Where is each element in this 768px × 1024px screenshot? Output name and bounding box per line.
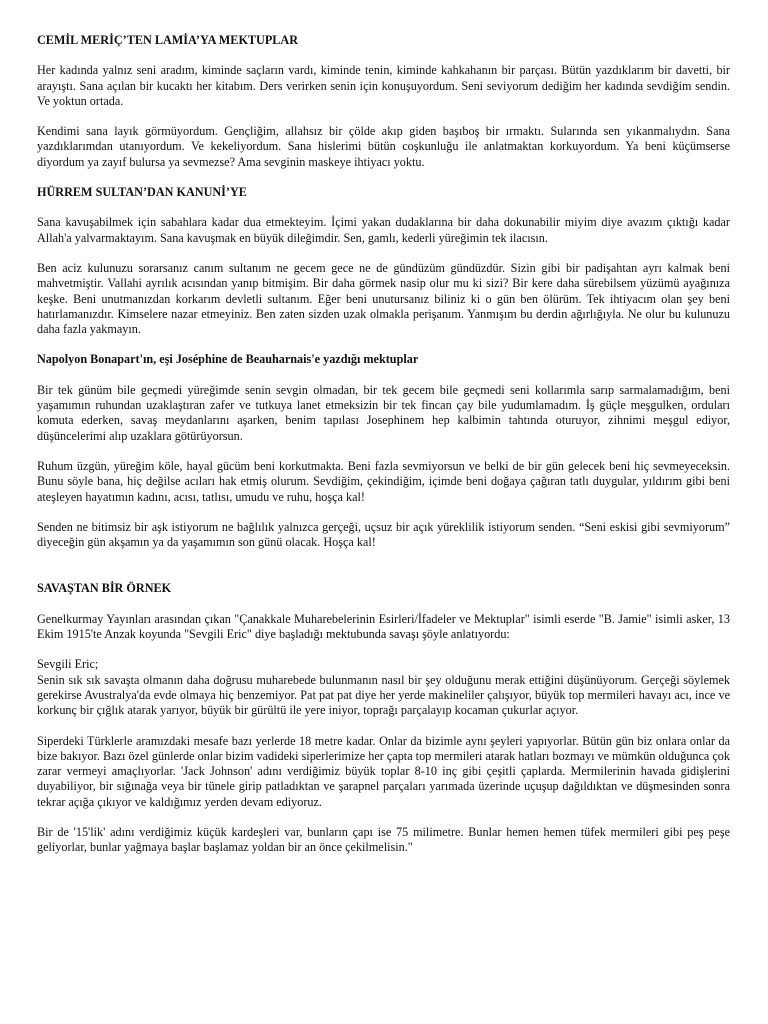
paragraph: Kendimi sana layık görmüyordum. Gençliğim, allahsız bir çölde akıp giden başıboş bir ırmaktı. Sularında sen yıkanmalıydın. Sana yazdıklarımdan utanıyordum. Ve kekeliyordum. Sana hislerimi bütün coşkunluğu ile anlatmaktan korkuyordum. Ya beni küçümserse diyordum ya zayıf bulursa ya sevmezse? Ama sevginin maskeye ihtiyacı yoktu. [37, 124, 730, 169]
paragraph: Genelkurmay Yayınları arasından çıkan "Çanakkale Muharebelerinin Esirleri/İfadeler ve Mektuplar" isimli eserde "B. Jamie" isimli asker, 13 Ekim 1915'te Anzak koyunda "Sevgili Eric" diye başladığı mektubunda savaşı şöyle anlatıyordu: [37, 611, 730, 642]
paragraph: Sana kavuşabilmek için sabahlara kadar dua etmekteyim. İçimi yakan dudaklarına bir daha dokunabilir miyim diye avazım çıktığı kadar Allah'a yalvarmaktayım. Sana kavuşmak en büyük dileğimdir. Sen, gamlı, kederli yüreğimin tek ilacısın. [37, 215, 730, 245]
paragraph: Siperdeki Türklerle aramızdaki mesafe bazı yerlerde 18 metre kadar. Onlar da bizimle aynı şeyleri yapıyorlar. Bütün gün biz onlara onlar da bize bakıyor. Bazı özel günlerde onlar bizim vadideki siperlerimize her çapta top mermileri atarak hatları bozmayı ve mümkün olduğunca çok zarar vermeyi amaçlıyorlar. 'Jack Johnson' adını verdiğimiz büyük toplar 8-10 inç gibi çeşitli çaplarda. Mermilerinin havada gidişlerini duyabiliyor, bir sığınağa veya bir tünele girip patladıktan ve şarapnel parçaları yarımada üzerinde uçuşup dağıldıktan ve düşmesinden sonra tekrar açığa çıkıyor ve kaldığımız yerden devam ediyoruz. [37, 733, 730, 809]
section-heading-hurrem-sultan: HÜRREM SULTAN’DAN KANUNİ’YE [37, 185, 247, 200]
section-heading-savastan-bir-ornek: SAVAŞTAN BİR ÖRNEK [37, 581, 172, 596]
paragraph: Ben aciz kulunuzu sorarsanız canım sultanım ne gecem gece ne de gündüzüm gündüzdür. Sizin gibi bir padişahtan ayrı kalmak beni mahvetmiştir. Vallahi ayrılık acısından yanıp bitmişim. Bir daha görmek nasip olur mu ki sizi? Bir kere daha sürebilsem yüzümü ayağınıza keşke. Beni unutmanızdan korkarım devletli sultanım. Eğer beni unutursanız biliniz ki o gün ben ölürüm. Tek ihtiyacım olan şey beni hatırlamanızdır. Kimselere nazar etmeyiniz. Ben zaten sizden uzak olmakla perişanım. Yanmışım bu derdin ağırlığıyla. Ne olur bu kulunuzu daha fazla yakmayın. [37, 260, 730, 337]
letter-paragraph: Sevgili Eric; Senin sık sık savaşta olmanın daha doğrusu muharebede bulunmanın nasıl bir şey olduğunu merak ettiğini düşünüyorum. Gerçeği söylemek gerekirse Avustralya'da evde olmaya hiç benzemiyor. Pat pat pat diye her yerde makineliler çalışıyor, büyük top mermileri havayı acı, ince ve korkunç bir çığlık atarak yarıyor, büyük bir gürültü ile yere iniyor, toprağı parçalayıp kocaman çukurlar açıyor. [37, 657, 730, 718]
paragraph: Bir de '15'lik' adını verdiğimiz küçük kardeşleri var, bunların çapı ise 75 milimetre. Bunlar hemen hemen tüfek mermileri gibi peş peşe geliyorlar, bunlar yağmaya başlar başlamaz yoldan bir an önce çekilmelisin." [37, 824, 730, 855]
paragraph: Bir tek günüm bile geçmedi yüreğimde senin sevgin olmadan, bir tek gecem bile geçmedi seni kollarımla sarıp sarmalamadığım, beni yaşamımın ruhundan uzaklaştıran zafer ve tutkuya lanet etmeksizin bir tek fincan çay bile yudumlamadım. İş güçle meşgulken, orduları komuta ederken, savaş meydanlarını aşarken, benim tapılası Josephinem hep kalbimin tahtında oturuyor, zihnimi meşgul ediyor, düşüncelerimi alıp uzaklara götürüyorsun. [37, 382, 730, 443]
paragraph: Ruhum üzgün, yüreğim köle, hayal gücüm beni korkutmakta. Beni fazla sevmiyorsun ve belki de bir gün gelecek beni hiç sevmeyeceksin. Bunu söyle bana, hiç değilse acıları hak etmiş olurum. Sevdiğim, çekindiğim, içimde beni doğaya çağıran tatlı duygular, yıldırım gibi beni ateşleyen hayatımın kadını, acısı, tatlısı, umudu ve ruhu, hoşça kal! [37, 458, 730, 504]
section-heading-cemil-meric: CEMİL MERİÇ’TEN LAMİA’YA MEKTUPLAR [37, 33, 299, 47]
paragraph: Her kadında yalnız seni aradım, kiminde saçların vardı, kiminde tenin, kiminde kahkahanın bir parçası. Bütün yazdıklarım bir davetti, bir arayıştı. Sana açılan bir kucaktı her kitabım. Ders verirken senin için konuşuyordum. Seni seviyorum dediğim her kadında sevdiğim sendin. Ve yoktun ortada. [37, 63, 730, 108]
section-heading-napolyon: Napolyon Bonapart'ın, eşi Joséphine de Beauharnais'e yazdığı mektuplar [37, 352, 419, 367]
paragraph: Senden ne bitimsiz bir aşk istiyorum ne bağlılık yalnızca gerçeği, uçsuz bir açık yüreklilik istiyorum senden. “Seni eskisi gibi sevmiyorum” diyeceğin gün akşamın ya da yaşamımın son günü olacak. Hoşça kal! [37, 519, 730, 550]
document-page [37, 33, 730, 856]
